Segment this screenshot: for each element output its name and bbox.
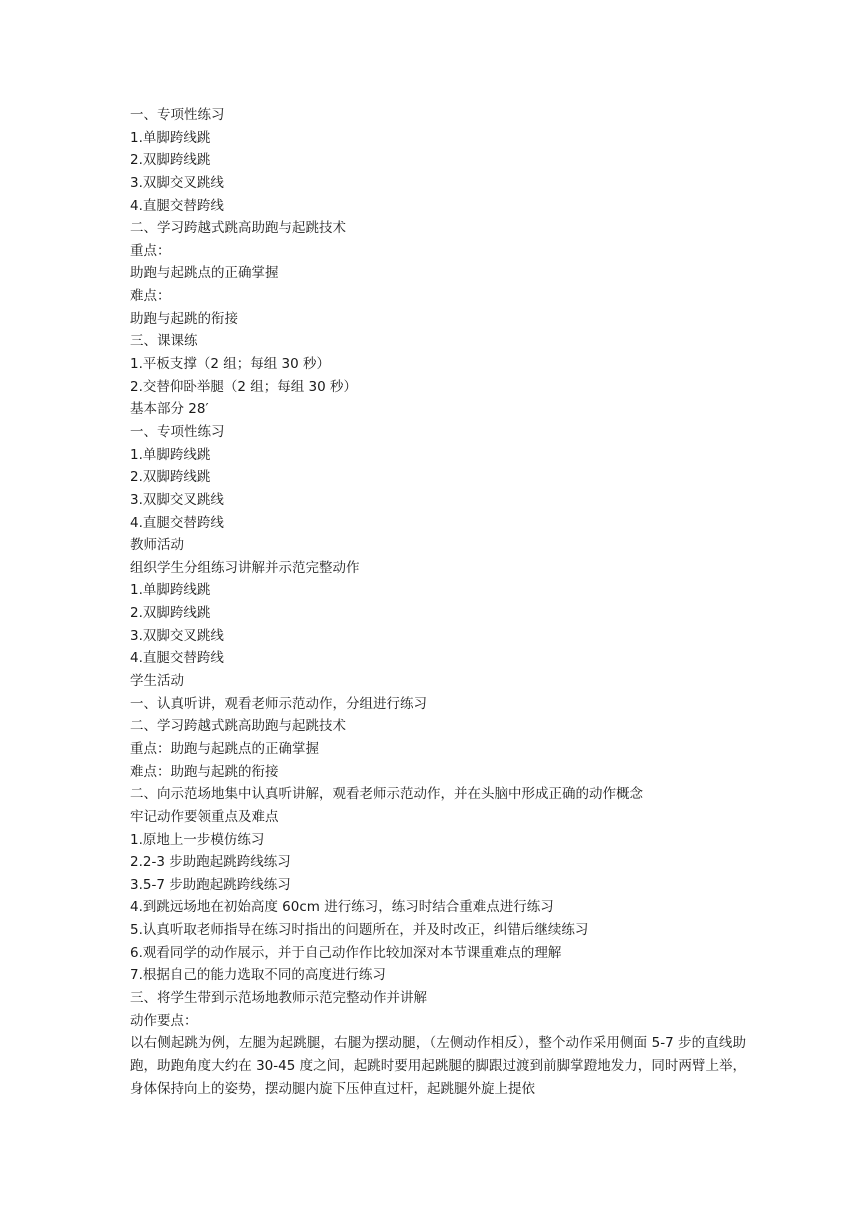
key-point-text: 重点：助跑与起跳点的正确掌握 — [130, 740, 319, 757]
heading-daily-exercise: 三、课课练 — [130, 333, 198, 350]
list-item: 1.平板支撑（2 组；每组 30 秒） — [130, 356, 331, 373]
list-item: 4.直腿交替跨线 — [130, 197, 224, 214]
list-item: 1.原地上一步模仿练习 — [130, 831, 265, 848]
list-item: 2.双脚跨线跳 — [130, 605, 211, 622]
heading-learn-technique: 二、学习跨越式跳高助跑与起跳技术 — [130, 220, 346, 237]
list-item: 3.双脚交叉跳线 — [130, 491, 224, 508]
list-item: 2.2-3 步助跑起跳跨线练习 — [130, 854, 291, 871]
list-item: 2.交替仰卧举腿（2 组；每组 30 秒） — [130, 378, 358, 395]
list-item: 4.到跳远场地在初始高度 60cm 进行练习，练习时结合重难点进行练习 — [130, 899, 554, 916]
difficulty-text: 难点：助跑与起跳的衔接 — [130, 763, 279, 780]
document-body — [130, 104, 746, 1100]
list-item: 1.单脚跨线跳 — [130, 129, 211, 146]
key-point-text: 助跑与起跳点的正确掌握 — [130, 265, 279, 282]
difficulty-label: 难点： — [130, 288, 171, 305]
list-item: 7.根据自己的能力选取不同的高度进行练习 — [130, 967, 386, 984]
remember-key-points: 牢记动作要领重点及难点 — [130, 808, 279, 825]
list-item: 2.双脚跨线跳 — [130, 152, 211, 169]
list-item: 3.双脚交叉跳线 — [130, 174, 224, 191]
list-item: 4.直腿交替跨线 — [130, 514, 224, 531]
list-item: 6.观看同学的动作展示，并于自己动作作比较加深对本节课重难点的理解 — [130, 944, 562, 961]
demo-heading: 三、将学生带到示范场地教师示范完整动作并讲解 — [130, 989, 427, 1006]
list-item: 5.认真听取老师指导在练习时指出的问题所在，并及时改正，纠错后继续练习 — [130, 922, 589, 939]
heading-special-practice: 一、专项性练习 — [130, 107, 225, 123]
student-activity-heading: 学生活动 — [130, 673, 184, 690]
list-item: 1.单脚跨线跳 — [130, 582, 211, 599]
list-item: 1.单脚跨线跳 — [130, 446, 211, 463]
section-basic-part: 基本部分 28′ — [130, 401, 209, 418]
list-item: 3.双脚交叉跳线 — [130, 627, 224, 644]
heading-special-practice: 一、专项性练习 — [130, 423, 225, 440]
list-item: 2.双脚跨线跳 — [130, 469, 211, 486]
difficulty-text: 助跑与起跳的衔接 — [130, 310, 238, 327]
list-item: 4.直腿交替跨线 — [130, 650, 224, 667]
list-item: 3.5-7 步助跑起跳跨线练习 — [130, 876, 291, 893]
key-point-label: 重点： — [130, 242, 171, 259]
student-activity-text: 一、认真听讲，观看老师示范动作，分组进行练习 — [130, 695, 427, 712]
action-points-paragraph: 以右侧起跳为例，左腿为起跳腿，右腿为摆动腿，（左侧动作相反），整个动作采用侧面 5-7 步的直线助跑，助跑角度大约在 30-45 度之间，起跳时要用起跳腿的脚跟过渡到前脚掌蹬地发力，同时两臂上举，身体保持向上的姿势，摆动腿内旋下压伸直过杆，起跳腿外旋上提依 — [130, 1035, 746, 1097]
action-points-label: 动作要点： — [130, 1012, 198, 1029]
demo-area-instruction: 二、向示范场地集中认真听讲解，观看老师示范动作，并在头脑中形成正确的动作概念 — [130, 786, 643, 803]
teacher-activity-heading: 教师活动 — [130, 537, 184, 554]
teacher-activity-text: 组织学生分组练习讲解并示范完整动作 — [130, 559, 360, 576]
heading-learn-technique: 二、学习跨越式跳高助跑与起跳技术 — [130, 718, 346, 735]
